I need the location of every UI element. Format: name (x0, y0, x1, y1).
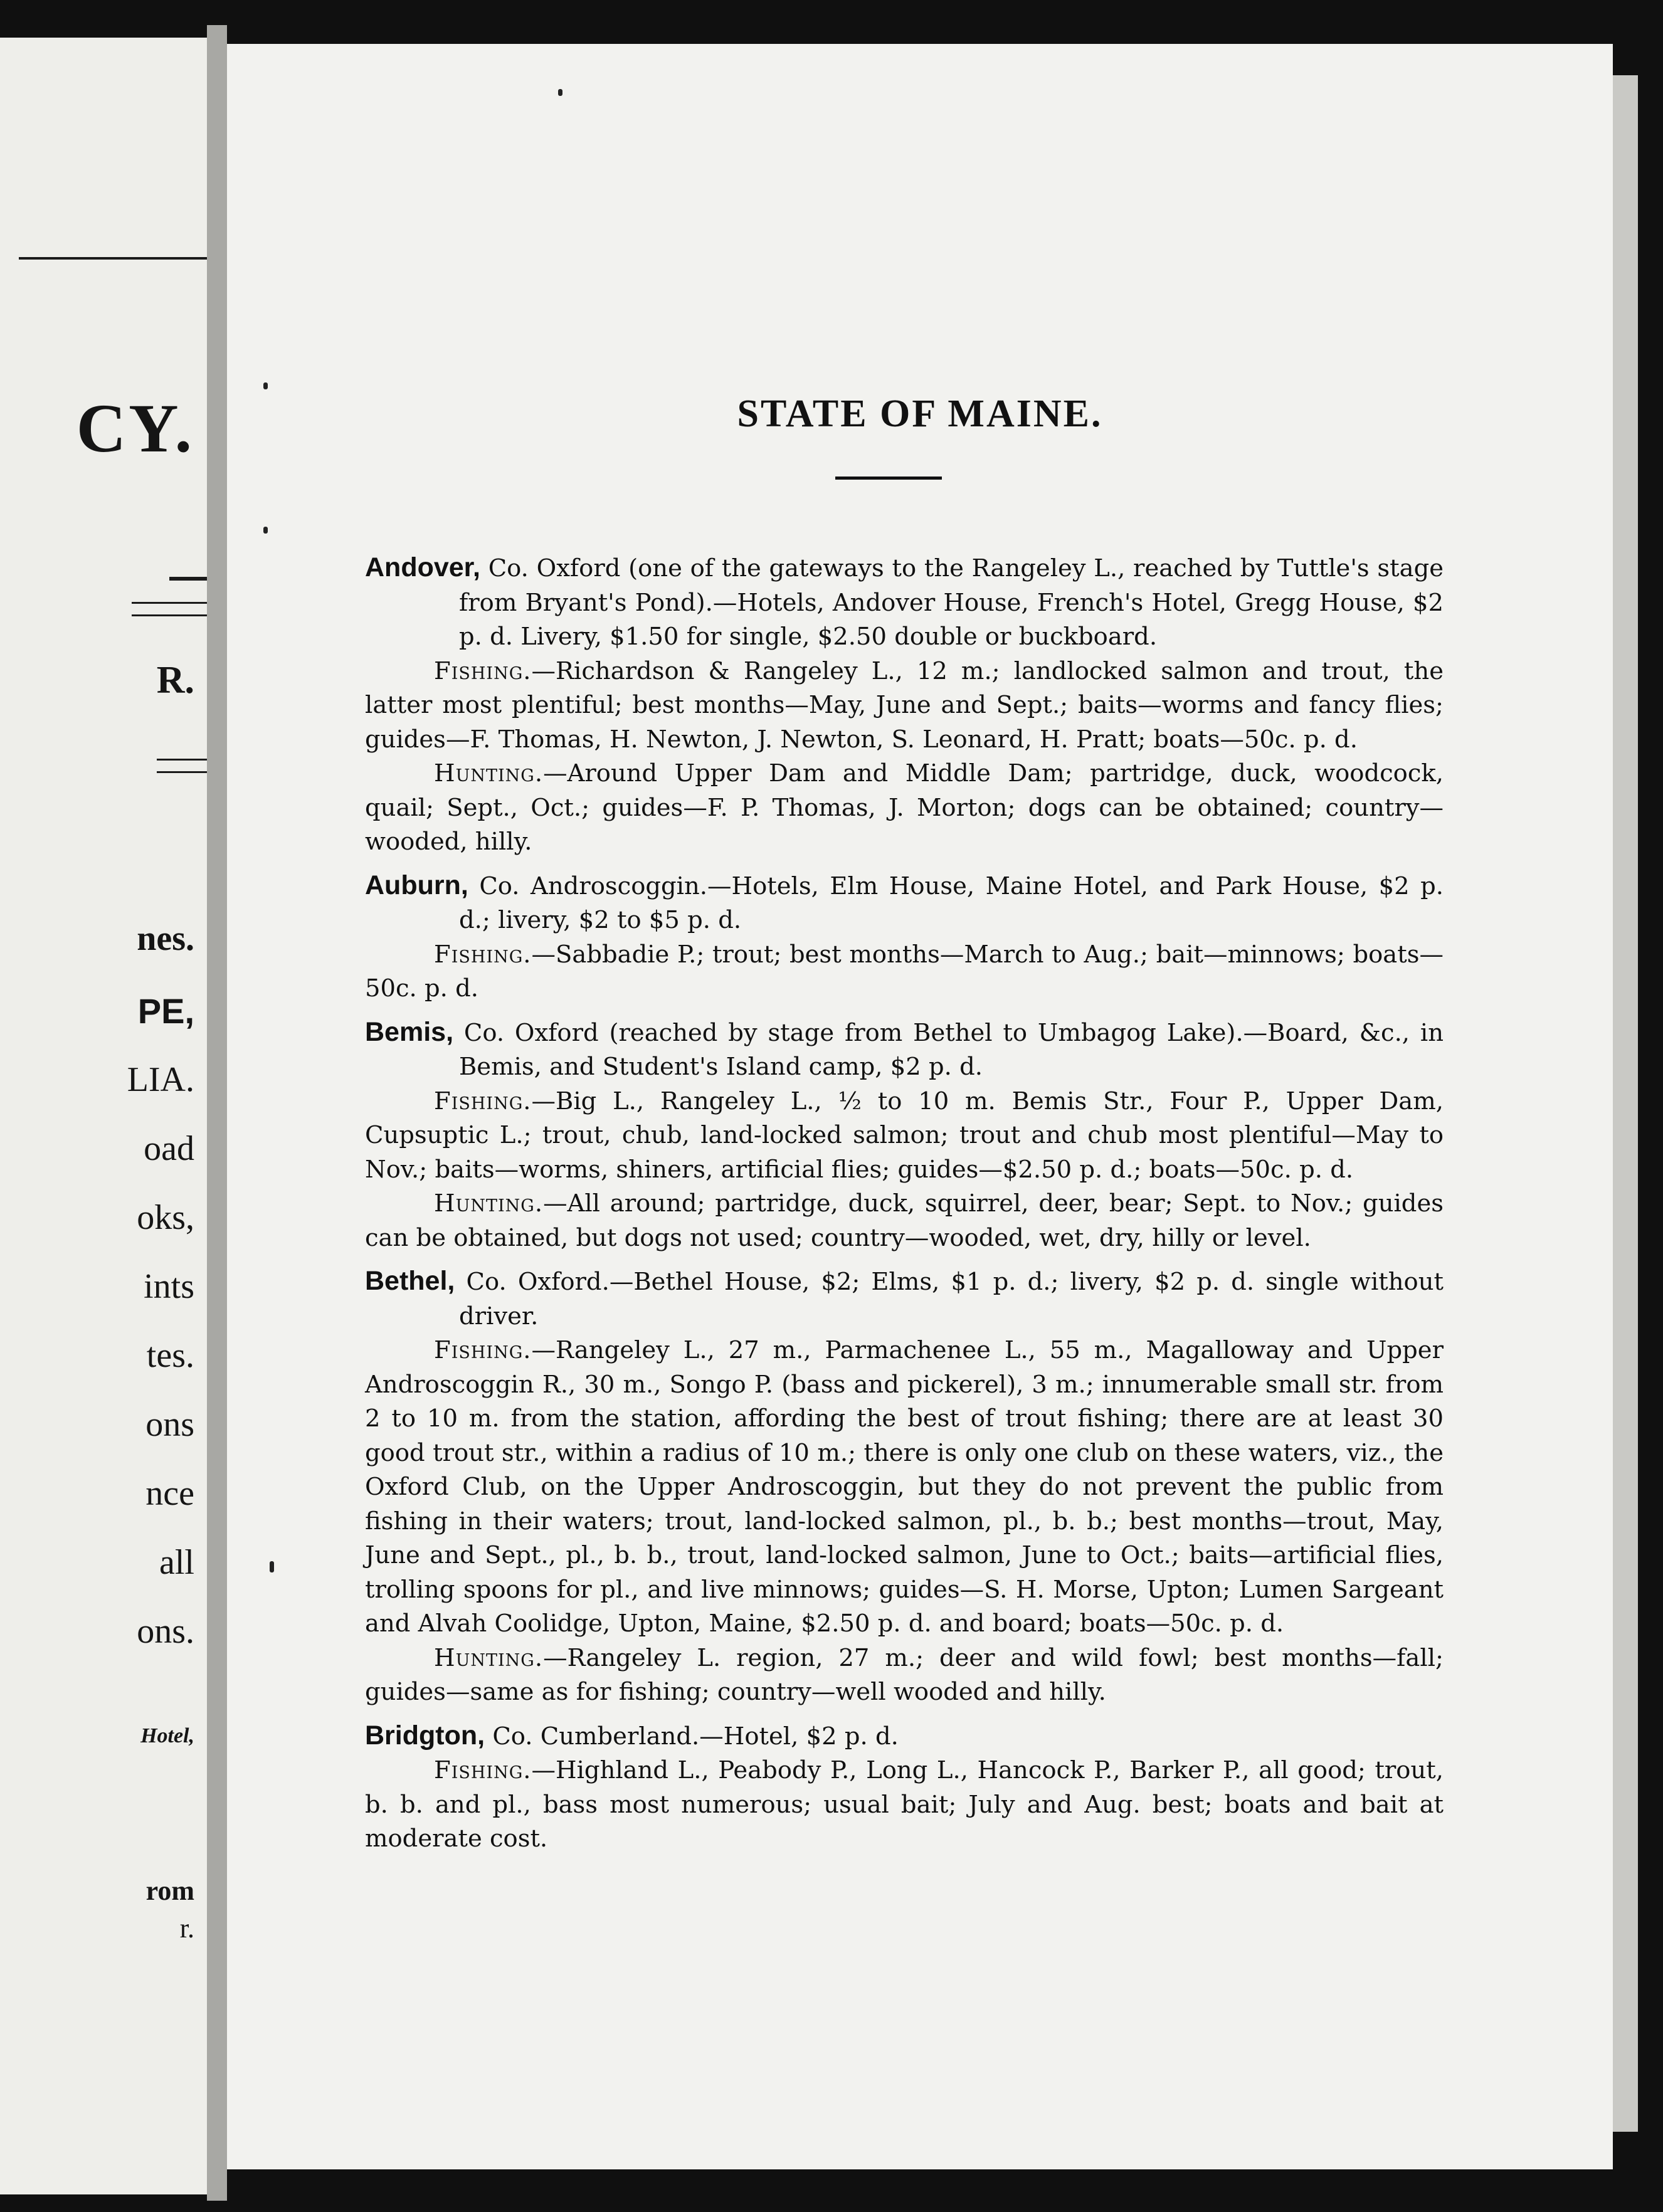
entry-heading (365, 1719, 1444, 1754)
ink-speck (263, 382, 268, 389)
place-name: Bemis, (365, 1016, 454, 1047)
entry-details: Co. Oxford (reached by stage from Bethel to Umbagog Lake).—Board, &c., in Bemis, and Student's Island camp, $2 p. d. (453, 1018, 1444, 1081)
place-name: Auburn, (365, 870, 468, 900)
book-page (227, 44, 1613, 2169)
facing-page-fragment: LIA. (127, 1060, 194, 1099)
section-label: Hunting. (434, 759, 544, 787)
entry-details: Co. Cumberland.—Hotel, $2 p. d. (485, 1722, 899, 1751)
section-text: —Rangeley L. region, 27 m.; deer and wild fowl; best months—fall; guides—same as for fishing; country—well wooded and hilly. (365, 1643, 1444, 1706)
place-name: Bridgton, (365, 1720, 485, 1751)
facing-page-fragment: all (159, 1543, 194, 1582)
facing-page-fragment: R. (156, 659, 194, 702)
section-label: Hunting. (434, 1643, 544, 1672)
entry-andover (365, 550, 1444, 860)
entry-details: Co. Oxford.—Bethel House, $2; Elms, $1 p. d.; livery, $2 p. d. single without driver. (455, 1268, 1444, 1330)
section-text: —Highland L., Peabody P., Long L., Hancock P., Barker P., all good; trout, b. b. and pl., bass most numerous; usual bait; July and Aug. best; boats and bait at moderate cost. (365, 1756, 1444, 1853)
section-label: Fishing. (434, 1087, 532, 1115)
facing-page-rule (132, 602, 207, 604)
facing-page-fragment: Hotel, (140, 1724, 194, 1747)
hunting-paragraph (365, 1187, 1444, 1255)
entry-details: Co. Oxford (one of the gateways to the Rangeley L., reached by Tuttle's stage from Bryant's Pond).—Hotels, Andover House, French's Hotel, Gregg House, $2 p. d. Livery, $1.50 for single, $2.50 double or buckboard. (459, 554, 1444, 651)
facing-page-fragment: oks, (137, 1198, 194, 1237)
facing-page-fragment: ints (144, 1267, 194, 1306)
facing-page-rule (157, 771, 207, 773)
fishing-paragraph (365, 938, 1444, 1006)
section-label: Fishing. (434, 1756, 532, 1784)
facing-page-fragment: rom (145, 1875, 194, 1906)
place-name: Andover, (365, 552, 480, 582)
place-name: Bethel, (365, 1266, 455, 1296)
section-label: Fishing. (434, 656, 532, 685)
page-edge (1613, 75, 1638, 2132)
entry-heading (365, 550, 1444, 655)
section-text: —Big L., Rangeley L., ½ to 10 m. Bemis Str., Four P., Upper Dam, Cupsuptic L.; trout, chub, land-locked salmon; trout and chub most plentiful—May to Nov.; baits—worms, shiners, artificial flies; guides—$2.50 p. d.; boats—50c. p. d. (365, 1087, 1444, 1184)
fishing-paragraph (365, 1085, 1444, 1188)
facing-page-fragment: PE, (137, 991, 194, 1031)
facing-page-rule (169, 577, 207, 581)
facing-page-fragment: ons. (137, 1612, 194, 1651)
facing-page-rule (157, 759, 207, 761)
facing-page-fragment: oad (144, 1129, 194, 1168)
entry-heading (365, 1264, 1444, 1334)
entry-auburn (365, 868, 1444, 1006)
fishing-paragraph (365, 1754, 1444, 1856)
entry-bridgton (365, 1719, 1444, 1856)
entry-bemis (365, 1015, 1444, 1256)
section-text: —Sabbadie P.; trout; best months—March to Aug.; bait—minnows; boats—50c. p. d. (365, 940, 1444, 1003)
fishing-paragraph (365, 655, 1444, 757)
page-gutter (207, 25, 227, 2201)
entry-heading (365, 868, 1444, 938)
ink-speck (270, 1561, 274, 1572)
facing-page-fragment: tes. (146, 1336, 194, 1375)
entry-details: Co. Androscoggin.—Hotels, Elm House, Maine Hotel, and Park House, $2 p. d.; livery, $2 to $5 p. d. (459, 872, 1444, 934)
entry-heading (365, 1015, 1444, 1085)
facing-page-fragment: nes. (137, 919, 194, 958)
section-label: Fishing. (434, 1336, 532, 1364)
section-label: Hunting. (434, 1189, 544, 1218)
fishing-paragraph (365, 1334, 1444, 1641)
section-text: —Richardson & Rangeley L., 12 m.; landlocked salmon and trout, the latter most plentiful; best months—May, June and Sept.; baits—worms and fancy flies; guides—F. Thomas, H. Newton, J. Newton, S. Leonard, H. Pratt; boats—50c. p. d. (365, 656, 1444, 754)
facing-page-rule (19, 257, 207, 260)
section-label: Fishing. (434, 940, 532, 969)
facing-page-fragment: CY. (76, 390, 194, 466)
title-rule (835, 477, 942, 480)
hunting-paragraph (365, 757, 1444, 860)
ink-speck (263, 527, 268, 534)
facing-page-fragment: ons (145, 1405, 194, 1444)
section-text: —Around Upper Dam and Middle Dam; partridge, duck, woodcock, quail; Sept., Oct.; guides—F. P. Thomas, J. Morton; dogs can be obtained; country—wooded, hilly. (365, 759, 1444, 856)
entry-bethel (365, 1264, 1444, 1710)
facing-page-fragment: nce (145, 1474, 194, 1513)
page-title: STATE OF MAINE. (737, 392, 1103, 435)
hunting-paragraph (365, 1641, 1444, 1710)
ink-speck (558, 89, 562, 96)
section-text: —Rangeley L., 27 m., Parmachenee L., 55 m., Magalloway and Upper Androscoggin R., 30 m., Songo P. (bass and pickerel), 3 m.; innumerable small str. from 2 to 10 m. from the station, affording the best of trout fishing; there are at least 30 good trout str., within a radius of 10 m.; there is only one club on these waters, viz., the Oxford Club, on the Upper Androscoggin, but they do not prevent the public from fishing in their waters; trout, land-locked salmon, pl., b. b.; best months—trout, May, June and Sept., pl., b. b., trout, land-locked salmon, June to Oct.; baits—artificial flies, trolling spoons for pl., and live minnows; guides—S. H. Morse, Upton; Lumen Sargeant and Alvah Coolidge, Upton, Maine, $2.50 p. d. and board; boats—50c. p. d. (365, 1336, 1444, 1638)
facing-page-rule (132, 614, 207, 616)
entries-list (365, 550, 1444, 1865)
facing-page (0, 38, 207, 2194)
facing-page-fragment: r. (179, 1913, 194, 1944)
section-text: —All around; partridge, duck, squirrel, deer, bear; Sept. to Nov.; guides can be obtained, but dogs not used; country—wooded, wet, dry, hilly or level. (365, 1189, 1444, 1252)
